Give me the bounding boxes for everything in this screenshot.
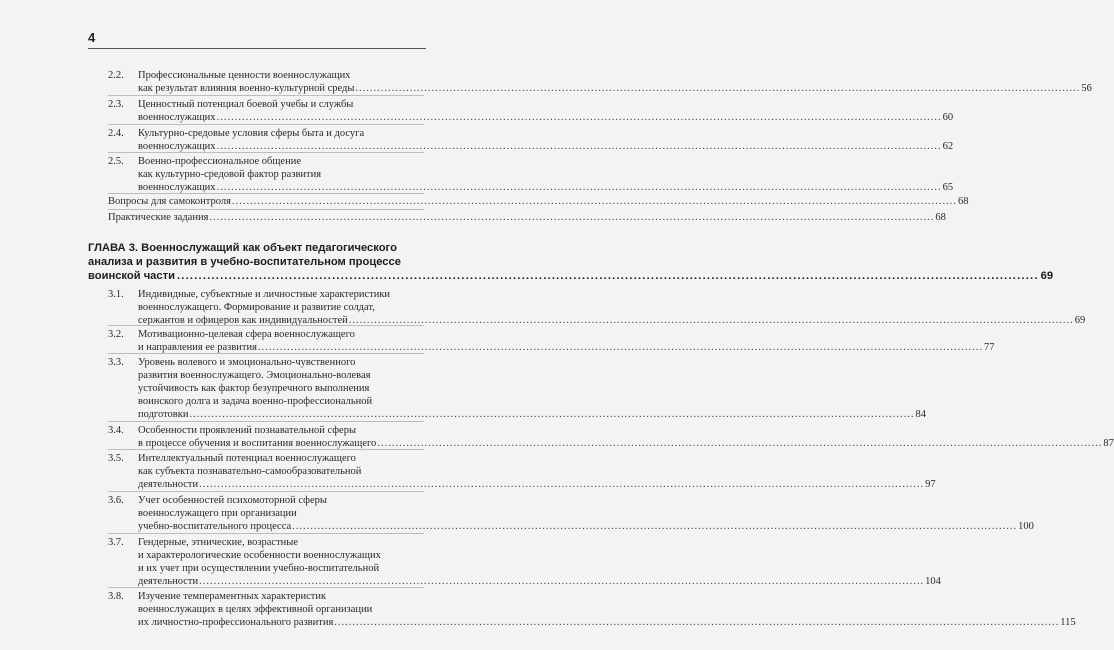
entry-text: и направления ее развития	[138, 342, 257, 353]
entry-last-line	[138, 616, 1076, 629]
entry-line: как культурно-средовой фактор развития	[138, 169, 322, 180]
chapter-last-line	[88, 269, 1054, 283]
entry-line: Гендерные, этнические, возрастные	[138, 537, 298, 548]
entry-page: 60	[942, 112, 954, 123]
entry-page: 56	[1081, 83, 1092, 94]
chapter-heading[interactable]	[88, 241, 1054, 283]
entry-page: 87	[1103, 438, 1114, 449]
entry-text: учебно-воспитательного процесса	[138, 521, 292, 532]
leader-dots: ........................................................................................................................................................................................................	[199, 576, 925, 587]
leader-dots: ........................................................................................................................................................................................................	[216, 182, 942, 193]
leader-dots: ........................................................................................................................................................................................................	[216, 112, 942, 123]
entry-last-line	[138, 408, 926, 421]
leader-dots: ........................................................................................................................................................................................................	[377, 438, 1103, 449]
separator	[108, 421, 424, 422]
top-rule	[88, 48, 426, 49]
separator	[108, 533, 424, 534]
entry-line: военнослужащего. Формирование и развитие солдат,	[138, 302, 375, 313]
page-number: 4	[88, 30, 96, 45]
entry-text: их личностно-профессионального развития	[138, 617, 334, 628]
entry-text: Практические задания	[108, 212, 209, 223]
entry-body	[108, 195, 969, 208]
entry-text: деятельности	[138, 576, 199, 587]
entry-line: Мотивационно-целевая сфера военнослужащего	[138, 329, 355, 340]
entry-body	[108, 211, 946, 224]
entry-line: и их учет при осуществлении учебно-воспитательной	[138, 563, 380, 574]
separator	[108, 152, 424, 153]
entry-line: военнослужащего при организации	[138, 508, 297, 519]
entry-line: Индивидные, субъектные и личностные характеристики	[138, 289, 391, 300]
entry-text: сержантов и офицеров как индивидуальностей	[138, 315, 348, 326]
entry-body	[138, 98, 954, 124]
entry-body	[138, 590, 1076, 629]
entry-last-line	[138, 82, 1092, 95]
entry-number: 3.8.	[108, 591, 124, 602]
entry-number: 2.5.	[108, 156, 124, 167]
entry-text: деятельности	[138, 479, 199, 490]
separator	[108, 193, 424, 194]
entry-number: 3.5.	[108, 453, 124, 464]
entry-number: 3.2.	[108, 329, 124, 340]
leader-dots: ........................................................................................................................................................................................................	[209, 212, 935, 223]
leader-dots: ........................................................................................................................................................................................................	[231, 196, 957, 207]
entry-line: Культурно-средовые условия сферы быта и досуга	[138, 128, 365, 139]
entry-line: Уровень волевого и эмоционально-чувственного	[138, 357, 356, 368]
leader-dots: ........................................................................................................................................................................................................	[177, 270, 1039, 282]
entry-last-line	[108, 195, 969, 208]
entry-text: военнослужащих	[138, 112, 216, 123]
entry-number: 2.2.	[108, 70, 124, 81]
entry-number: 2.3.	[108, 99, 124, 110]
chapter-text: воинской части	[88, 270, 175, 282]
entry-line: и характерологические особенности военнослужащих	[138, 550, 381, 561]
entry-text: Вопросы для самоконтроля	[108, 196, 231, 207]
entry-last-line	[108, 211, 946, 224]
leader-dots: ........................................................................................................................................................................................................	[348, 315, 1074, 326]
entry-line: Учет особенностей психомоторной сферы	[138, 495, 327, 506]
entry-line: Военно-профессиональное общение	[138, 156, 301, 167]
entry-last-line	[138, 478, 936, 491]
separator	[108, 124, 424, 125]
entry-line: Изучение темпераментных характеристик	[138, 591, 327, 602]
entry-body	[138, 424, 1114, 450]
entry-line: Интеллектуальный потенциал военнослужащего	[138, 453, 356, 464]
entry-body	[138, 494, 1034, 533]
separator	[108, 587, 424, 588]
entry-last-line	[138, 111, 954, 124]
entry-page: 65	[942, 182, 954, 193]
entry-line: устойчивость как фактор безупречного выполнения	[138, 383, 370, 394]
entry-body	[138, 288, 1086, 327]
leader-dots: ........................................................................................................................................................................................................	[355, 83, 1081, 94]
leader-dots: ........................................................................................................................................................................................................	[292, 521, 1018, 532]
leader-dots: ........................................................................................................................................................................................................	[199, 479, 925, 490]
entry-text: военнослужащих	[138, 141, 216, 152]
entry-page: 100	[1018, 521, 1034, 532]
entry-line: военнослужащих в целях эффективной организации	[138, 604, 373, 615]
chapter-line: ГЛАВА 3. Военнослужащий как объект педагогического	[88, 242, 397, 254]
entry-line: Особенности проявлений познавательной сферы	[138, 425, 357, 436]
leader-dots: ........................................................................................................................................................................................................	[334, 617, 1060, 628]
leader-dots: ........................................................................................................................................................................................................	[189, 409, 915, 420]
entry-body	[138, 328, 995, 354]
entry-page: 69	[1074, 315, 1086, 326]
chapter-page: 69	[1040, 270, 1054, 282]
entry-number: 3.1.	[108, 289, 124, 300]
entry-body	[138, 452, 936, 491]
leader-dots: ........................................................................................................................................................................................................	[257, 342, 983, 353]
entry-page: 104	[925, 576, 941, 587]
entry-page: 84	[915, 409, 926, 420]
separator	[108, 491, 424, 492]
entry-page: 77	[983, 342, 995, 353]
entry-line: развития военнослужащего. Эмоционально-волевая	[138, 370, 371, 381]
entry-number: 3.6.	[108, 495, 124, 506]
entry-body	[138, 155, 954, 194]
chapter-line: анализа и развития в учебно-воспитательном процессе	[88, 256, 401, 268]
entry-number: 3.4.	[108, 425, 124, 436]
entry-page: 97	[925, 479, 936, 490]
entry-body	[138, 536, 941, 588]
entry-line: Ценностный потенциал боевой учебы и службы	[138, 99, 354, 110]
separator	[108, 353, 424, 354]
entry-last-line	[138, 520, 1034, 533]
entry-text: в процессе обучения и воспитания военнослужащего	[138, 438, 377, 449]
separator	[108, 449, 424, 450]
entry-page: 115	[1060, 617, 1076, 628]
entry-body	[138, 356, 926, 421]
entry-page: 62	[942, 141, 954, 152]
leader-dots: ........................................................................................................................................................................................................	[216, 141, 942, 152]
entry-page: 68	[935, 212, 946, 223]
separator	[108, 95, 424, 96]
entry-text: подготовки	[138, 409, 189, 420]
entry-number: 2.4.	[108, 128, 124, 139]
entry-line: воинского долга и задача военно-профессиональной	[138, 396, 373, 407]
entry-line: Профессиональные ценности военнослужащих	[138, 70, 351, 81]
separator	[108, 209, 424, 210]
entry-line: как субъекта познавательно-самообразовательной	[138, 466, 362, 477]
entry-number: 3.7.	[108, 537, 124, 548]
entry-text: как результат влияния военно-культурной среды	[138, 83, 355, 94]
entry-body	[138, 69, 1092, 95]
separator	[108, 325, 424, 326]
entry-number: 3.3.	[108, 357, 124, 368]
entry-text: военнослужащих	[138, 182, 216, 193]
entry-body	[138, 127, 954, 153]
entry-page: 68	[957, 196, 969, 207]
